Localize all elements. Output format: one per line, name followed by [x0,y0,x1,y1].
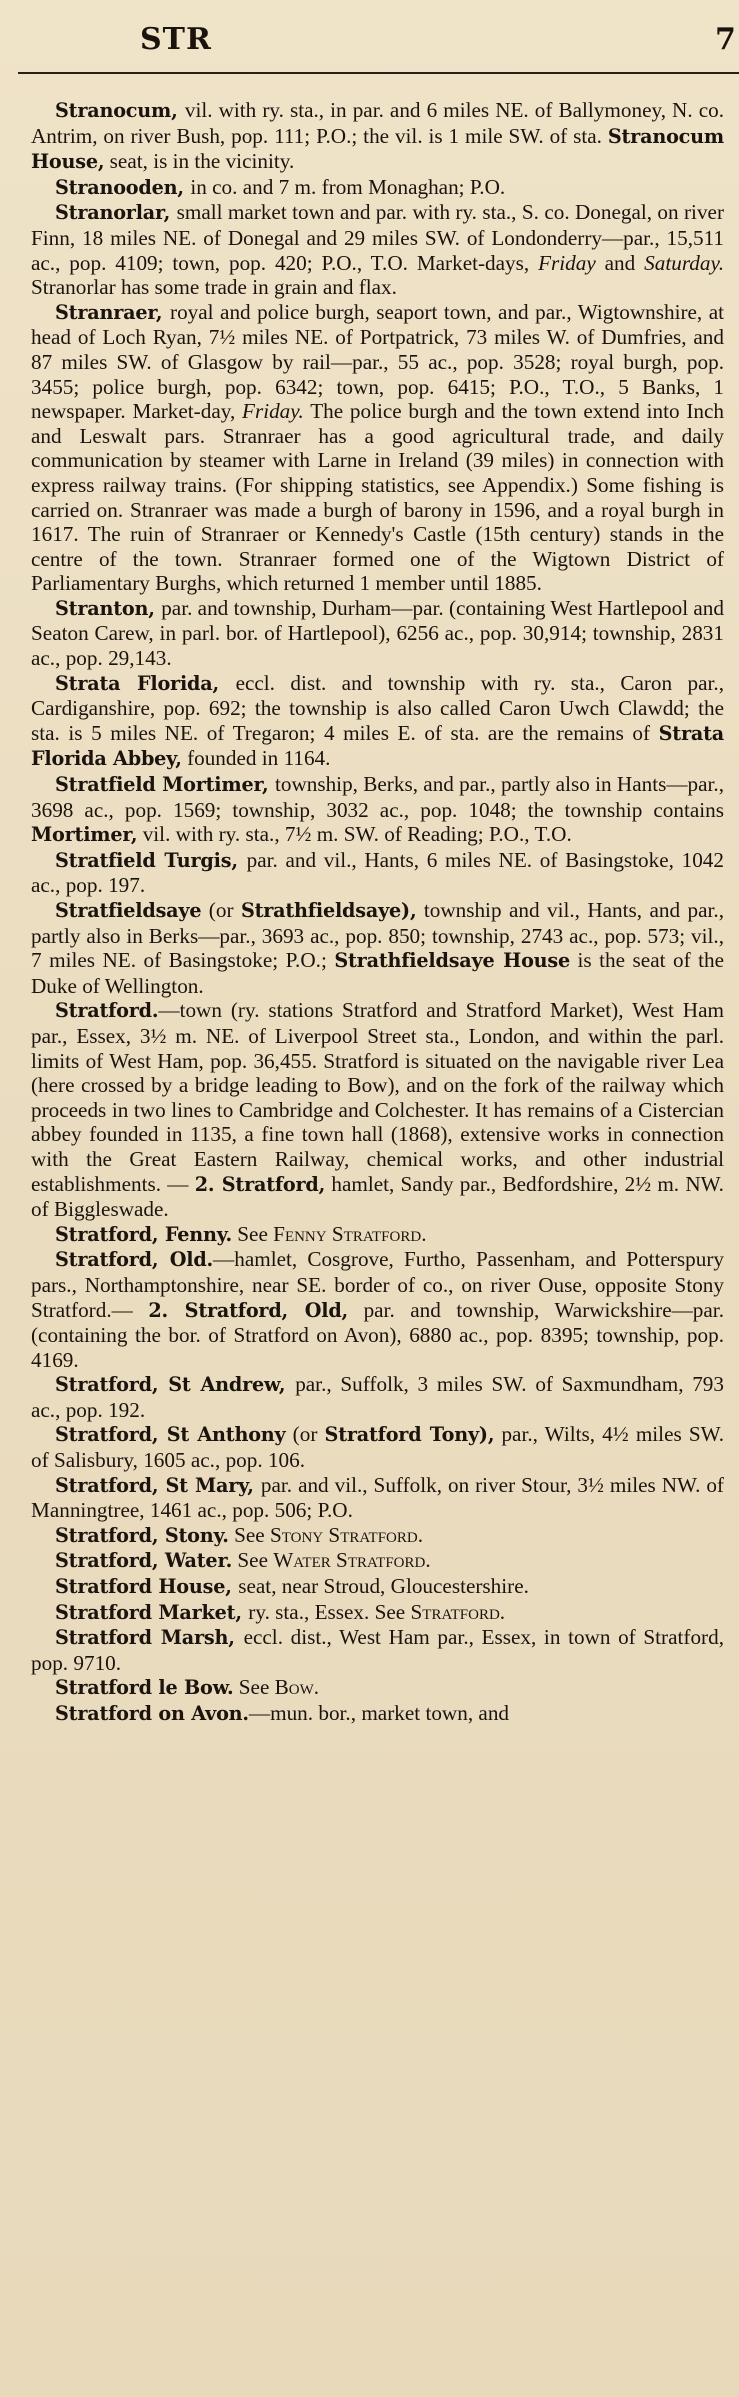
entry-text: par. and township, Warwickshire—par. (containing the bor. of Stratford on Avon), 6880 ac., pop. 8395; township, pop. 4169. [31,1297,724,1372]
entry-text: —hamlet, Cosgrove, Furtho, Passenham, and Potterspury pars., Northamptonshire, near SE. border of co., on river Ouse, opposite Stony Stratford.— [31,1247,724,1322]
entry-smallcaps-text: P.O. [317,1498,353,1523]
entry-text: hamlet, Sandy par., Bedfordshire, 2½ m. NW. of Biggleswade. [31,1171,724,1222]
entry-headword: Stratford, St Andrew [55,1373,279,1397]
entry-text: See [237,1221,274,1246]
entry-headword: Stratfield Mortimer [55,773,262,797]
gazetteer-entry [31,175,724,201]
entry-headword: Stratford, St Anthony [55,1423,286,1447]
entry-headword: Stratfield Turgis [55,848,232,872]
entry-headword: Stratford, Fenny. [55,1222,232,1246]
entry-italic-text: Friday [538,250,596,275]
gazetteer-entry [31,1372,724,1422]
gazetteer-entry [31,1523,724,1549]
entry-headword: Stranton [55,596,149,620]
entry-smallcaps-text: P.O., T.O. [509,374,600,399]
gazetteer-entry [31,671,724,772]
entry-smallcaps-text: Fenny Stratford. [273,1221,427,1246]
entry-text: is the seat of the Duke of Wellington. [31,948,724,998]
entry-headword: Stratford le Bow. [55,1676,234,1700]
entry-headword: Stratford, St Mary [55,1473,248,1497]
entry-headword: Stratford. [55,999,159,1023]
gazetteer-entry [31,848,724,898]
entry-subheadword: Strathfieldsaye House [334,949,571,973]
gazetteer-entry [31,1701,724,1727]
entry-text: vil. with ry. sta., in par. and 6 miles NE. of Ballymoney, N. co. Antrim, on river Bush, pop. 111; [31,98,724,148]
entry-smallcaps-text: Stratford. [410,1599,506,1624]
gazetteer-entry [31,1675,724,1701]
entry-text: See [238,1675,275,1700]
gazetteer-entry [31,1574,724,1600]
header-rule [18,72,739,74]
entry-smallcaps-text: Water Stratford. [273,1548,431,1573]
entry-text: The police burgh and the town extend into Inch and Leswalt pars. Stranraer has a good agricultural trade, and daily communication by steamer with Larne in Ireland (39 miles) in connection with express railway trains. (For shipping statistics, see Appendix.) Some fishing is carried on. Stranraer was made a burgh of barony in 1596, and a royal burgh in 1617. The ruin of Stranraer or Kennedy's Castle (15th century) stands in the centre of the town. Stranraer formed one of the Wigtown District of Parliamentary Burghs, which returned 1 member until 1885. [31,399,724,596]
entry-text: ry. sta., Essex. See [248,1599,411,1624]
entry-text: par. and vil., Suffolk, on river Stour, 3½ miles NW. of Manningtree, 1461 ac., pop. 506; [31,1472,724,1523]
entry-smallcaps-text: P.O., T.O. [321,250,408,275]
gazetteer-entry [31,1548,724,1574]
gazetteer-entry [31,1473,724,1523]
headword-separator: , [228,1626,244,1650]
entry-subheadword: Stratford Tony), [324,1423,495,1447]
entry-text: small market town and par. with ry. sta., S. co. Donegal, on river Finn, 18 miles NE. of Donegal and 29 miles SW. of Londonderry—par., 15,511 ac., pop. 4109; town, pop. 420; [31,200,724,275]
entry-text: founded in 1164. [181,746,331,771]
entry-text: par. and township, Durham—par. (containing West Hartlepool and Seaton Carew, in parl. bor. of Hartlepool), 6256 ac., pop. 30,914; township, 2831 ac., pop. 29,143. [31,595,724,671]
entry-text: ; [320,948,335,973]
entry-text: royal and police burgh, seaport town, and par., Wigtownshire, at head of Loch Ryan, 7½ miles NE. of Portpatrick, 73 miles W. of Dumfries, and 87 miles SW. of Glasgow by rail—par., 55 ac., pop. 3528; royal burgh, pop. 3455; police burgh, pop. 6342; town, pop. 6415; [31,299,724,399]
entries-column [31,98,724,1727]
entry-smallcaps-text: P.O. [285,948,321,973]
entry-text: (or [292,1422,325,1447]
headword-separator: , [177,175,191,199]
entry-headword: Stratford House [55,1575,226,1599]
gazetteer-entry [31,1625,724,1675]
entry-text: par., Wilts, 4½ miles SW. of Salisbury, 1605 ac., pop. 106. [31,1422,724,1473]
entry-headword: Stranooden [55,175,178,199]
entry-text: seat, near Stroud, Gloucestershire. [238,1574,529,1599]
headword-separator: , [262,773,275,797]
page-header [0,0,739,72]
entry-smallcaps-text: P.O. [469,174,506,199]
entry-text: seat, is in the vicinity. [104,149,295,174]
entry-text: vil. with ry. sta., 7½ m. SW. of Reading; [137,822,489,847]
gazetteer-entry [31,1222,724,1248]
entry-subheadword: 2. Stratford, [194,1172,326,1196]
headword-separator: , [278,1373,296,1397]
gazetteer-entry [31,772,724,848]
entry-subheadword: Strata Florida Abbey, [31,721,724,771]
entry-headword: Stranraer [55,300,156,324]
entry-headword: Stratfieldsaye [55,899,202,922]
entry-subheadword: Mortimer, [31,823,138,847]
headword-separator: , [235,1600,249,1624]
entry-subheadword: Strathfieldsaye), [240,899,417,922]
entry-text: eccl. dist., West Ham par., Essex, in town of Stratford, pop. 9710. [31,1625,724,1675]
headword-separator: , [171,99,185,122]
gazetteer-entry [31,98,724,175]
entry-smallcaps-text: P.O., T.O. [488,822,572,847]
entry-text: par., Suffolk, 3 miles SW. of Saxmundham, 793 ac., pop. 192. [31,1372,724,1422]
entry-headword: Stranocum [55,99,172,122]
entry-text: , 5 Banks, 1 newspaper. Market-day, [31,374,725,424]
headword-separator: , [163,201,177,225]
entry-headword: Stratford Market [55,1600,236,1624]
headword-separator: , [247,1473,261,1497]
gazetteer-entry [31,300,724,596]
headword-separator: , [148,596,162,620]
gazetteer-entry [31,1422,724,1472]
entry-text: (or [208,898,241,922]
entry-smallcaps-text: P.O. [316,123,352,148]
headword-separator [201,898,208,922]
entry-headword: Stratford on Avon. [55,1702,249,1725]
entry-text: Stranorlar has some trade in grain and flax. [31,275,397,300]
gazetteer-entry [31,898,724,998]
headword-separator: , [231,848,247,872]
entry-headword: Stratford, Old. [55,1248,214,1272]
entry-text: par. and vil., Hants, 6 miles NE. of Basingstoke, 1042 ac., pop. 197. [31,847,724,898]
gazetteer-entry [31,200,724,299]
gazetteer-entry [31,1247,724,1372]
entry-italic-text: Saturday. [644,250,725,275]
headword-separator: , [155,300,171,324]
gazetteer-entry [31,1600,724,1626]
entry-text: township, Berks, and par., partly also in Hants—par., 3698 ac., pop. 1569; township, 3032 ac., pop. 1048; the township contains [31,772,724,822]
entry-text: See [234,1522,270,1547]
headword-separator: , [212,671,236,695]
headword-separator: , [225,1575,239,1599]
entry-text: —mun. bor., market town, and [248,1701,510,1725]
gazetteer-entry [31,998,724,1221]
entry-headword: Stratford, Water. [55,1549,233,1573]
entry-text: and [595,250,645,275]
entry-text: in co. and 7 m. from Monaghan; [190,174,470,199]
entry-headword: Stranorlar [55,201,164,225]
gazetteer-entry [31,596,724,671]
entry-text: See [237,1548,274,1573]
entry-subheadword: Stranocum House, [31,124,725,174]
page-number: 7 [715,22,736,57]
entry-subheadword: 2. Stratford, Old, [148,1298,349,1322]
running-head: STR [140,22,212,57]
entry-italic-text: Friday. [242,399,304,424]
entry-headword: Strata Florida [55,671,213,695]
entry-text: township and vil., Hants, and par., partly also in Berks—par., 3693 ac., pop. 850; township, 2743 ac., pop. 573; vil., 7 miles NE. of Basingstoke; [31,898,724,973]
entry-text: eccl. dist. and township with ry. sta., Caron par., Cardiganshire, pop. 692; the township is also called Caron Uwch Clawdd; the sta. is 5 miles NE. of Tregaron; 4 miles E. of sta. are the remains of [31,670,724,745]
entry-text: Market-days, [407,250,539,275]
headword-separator [286,1422,293,1446]
entry-headword: Stratford Marsh [55,1626,229,1650]
entry-smallcaps-text: Stony Stratford. [269,1522,424,1547]
entry-text: —town (ry. stations Stratford and Stratford Market), West Ham par., Essex, 3½ m. NE. of Liverpool Street sta., London, and within the parl. limits of West Ham, pop. 36,455. Stratford is situated on the navigable river Lea (here crossed by a bridge leading to Bow), and on the fork of the railway which proceeds in two lines to Cambridge and Colchester. It has remains of a Cistercian abbey founded in 1135, a fine town hall (1868), extensive works in connection with the Great Eastern Railway, chemical works, and other industrial establishments. — [31,998,724,1196]
entry-text: ; the vil. is 1 mile SW. of sta. [351,123,608,148]
entry-headword: Stratford, Stony. [55,1523,229,1547]
entry-smallcaps-text: Bow. [274,1675,320,1700]
